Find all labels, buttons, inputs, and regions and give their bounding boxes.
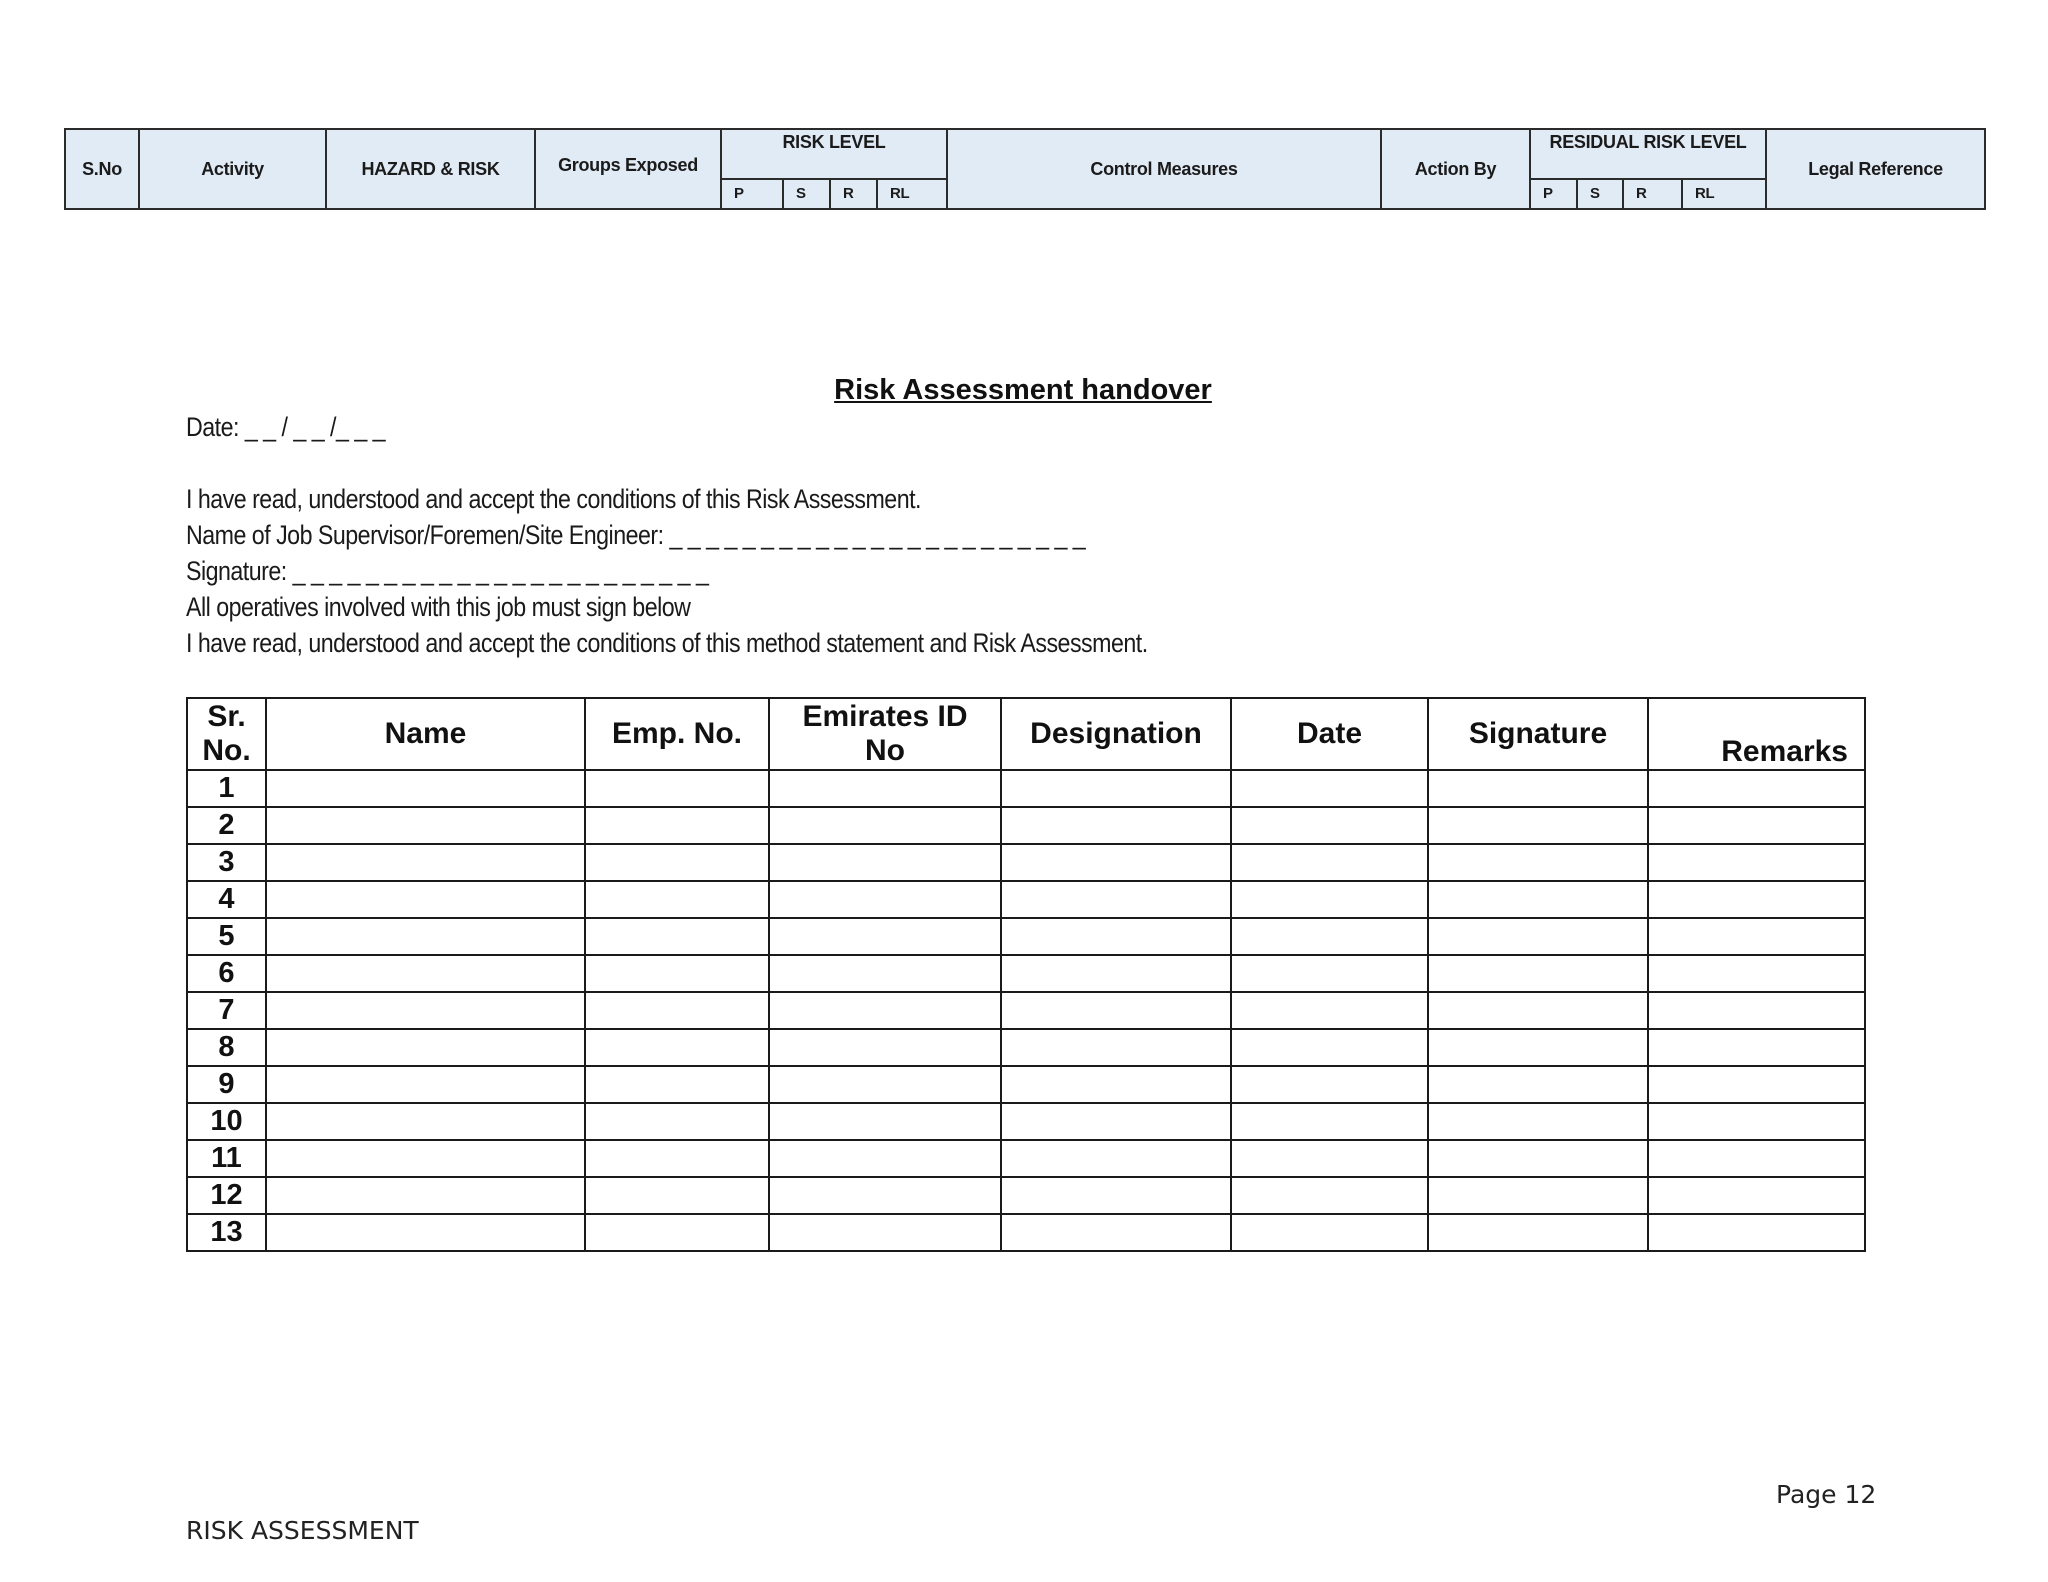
- date-cell[interactable]: [1231, 1140, 1428, 1177]
- signature-cell[interactable]: [1428, 1029, 1648, 1066]
- signature-cell[interactable]: [1428, 955, 1648, 992]
- col-designation: Designation: [1001, 698, 1231, 770]
- signature-cell[interactable]: [1428, 807, 1648, 844]
- emirates-id-cell[interactable]: [769, 807, 1001, 844]
- date-cell[interactable]: [1231, 1103, 1428, 1140]
- remarks-cell[interactable]: [1648, 1140, 1865, 1177]
- designation-cell[interactable]: [1001, 844, 1231, 881]
- row-number: 4: [187, 881, 266, 918]
- name-cell[interactable]: [266, 918, 585, 955]
- header-hazard-risk: HAZARD & RISK: [327, 130, 536, 208]
- risk-level-p: P: [722, 178, 784, 208]
- name-cell[interactable]: [266, 881, 585, 918]
- header-residual-risk-level: [1531, 130, 1767, 208]
- name-cell[interactable]: [266, 1177, 585, 1214]
- emirates-id-cell[interactable]: [769, 992, 1001, 1029]
- designation-cell[interactable]: [1001, 1177, 1231, 1214]
- table-row: [187, 1177, 1865, 1214]
- name-cell[interactable]: [266, 1029, 585, 1066]
- emirates-id-cell[interactable]: [769, 918, 1001, 955]
- emp-no-cell[interactable]: [585, 1214, 769, 1251]
- signature-cell[interactable]: [1428, 1214, 1648, 1251]
- date-cell[interactable]: [1231, 1029, 1428, 1066]
- risk-level-rl: RL: [890, 184, 910, 202]
- emp-no-cell[interactable]: [585, 918, 769, 955]
- residual-rl: RL: [1695, 184, 1715, 202]
- designation-cell[interactable]: [1001, 992, 1231, 1029]
- designation-cell[interactable]: [1001, 770, 1231, 807]
- row-number: 2: [187, 807, 266, 844]
- emirates-id-cell[interactable]: [769, 1177, 1001, 1214]
- name-cell[interactable]: [266, 1066, 585, 1103]
- emp-no-cell[interactable]: [585, 1140, 769, 1177]
- remarks-cell[interactable]: [1648, 844, 1865, 881]
- signature-cell[interactable]: [1428, 1066, 1648, 1103]
- residual-r: R: [1624, 178, 1683, 208]
- emp-no-cell[interactable]: [585, 881, 769, 918]
- name-cell[interactable]: [266, 1214, 585, 1251]
- table-row: [187, 1066, 1865, 1103]
- row-number: 9: [187, 1066, 266, 1103]
- residual-risk-level-label: RESIDUAL RISK LEVEL: [1531, 130, 1765, 180]
- signature-cell[interactable]: [1428, 1140, 1648, 1177]
- name-cell[interactable]: [266, 807, 585, 844]
- name-cell[interactable]: [266, 955, 585, 992]
- table-header-row: [187, 698, 1865, 770]
- signature-cell[interactable]: [1428, 992, 1648, 1029]
- date-cell[interactable]: [1231, 881, 1428, 918]
- row-number: 8: [187, 1029, 266, 1066]
- emp-no-cell[interactable]: [585, 844, 769, 881]
- emirates-id-cell[interactable]: [769, 955, 1001, 992]
- remarks-cell[interactable]: [1648, 955, 1865, 992]
- signature-cell[interactable]: [1428, 770, 1648, 807]
- emp-no-cell[interactable]: [585, 955, 769, 992]
- risk-level-r: R: [831, 178, 878, 208]
- emp-no-cell[interactable]: [585, 770, 769, 807]
- date-cell[interactable]: [1231, 955, 1428, 992]
- header-control-measures: Control Measures: [948, 130, 1382, 208]
- emirates-id-cell[interactable]: [769, 1103, 1001, 1140]
- row-number: 1: [187, 770, 266, 807]
- designation-cell[interactable]: [1001, 1066, 1231, 1103]
- signature-line: Signature: _ _ _ _ _ _ _ _ _ _ _ _ _ _ _ _ _ _ _ _ _ _ _: [186, 556, 709, 586]
- page-number: Page 12: [1776, 1480, 1877, 1509]
- row-number: 10: [187, 1103, 266, 1140]
- emirates-id-cell[interactable]: [769, 770, 1001, 807]
- col-emp-no: Emp. No.: [585, 698, 769, 770]
- remarks-cell[interactable]: [1648, 1177, 1865, 1214]
- remarks-cell[interactable]: [1648, 770, 1865, 807]
- designation-cell[interactable]: [1001, 1140, 1231, 1177]
- date-cell[interactable]: [1231, 807, 1428, 844]
- col-sr-no: Sr. No.: [187, 698, 266, 770]
- risk-assessment-header-table: [64, 128, 1986, 210]
- table-row: [187, 807, 1865, 844]
- date-cell[interactable]: [1231, 770, 1428, 807]
- emirates-id-cell[interactable]: [769, 1029, 1001, 1066]
- designation-cell[interactable]: [1001, 881, 1231, 918]
- handover-title: Risk Assessment handover: [834, 374, 1212, 406]
- table-row: [187, 881, 1865, 918]
- designation-cell[interactable]: [1001, 918, 1231, 955]
- header-groups-exposed: Groups Exposed: [536, 130, 722, 208]
- residual-s: S: [1578, 178, 1624, 208]
- designation-cell[interactable]: [1001, 1103, 1231, 1140]
- remarks-cell[interactable]: [1648, 1103, 1865, 1140]
- row-number: 3: [187, 844, 266, 881]
- table-row: [187, 992, 1865, 1029]
- residual-p: P: [1531, 178, 1578, 208]
- name-cell[interactable]: [266, 1140, 585, 1177]
- accept-conditions-line: I have read, understood and accept the conditions of this Risk Assessment.: [186, 484, 921, 514]
- date-cell[interactable]: [1231, 1177, 1428, 1214]
- emp-no-cell[interactable]: [585, 1029, 769, 1066]
- name-cell[interactable]: [266, 770, 585, 807]
- emp-no-cell[interactable]: [585, 992, 769, 1029]
- row-number: 5: [187, 918, 266, 955]
- table-row: [187, 918, 1865, 955]
- risk-level-label: RISK LEVEL: [722, 130, 946, 180]
- emirates-id-cell[interactable]: [769, 1066, 1001, 1103]
- table-row: [187, 1214, 1865, 1251]
- date-cell[interactable]: [1231, 1214, 1428, 1251]
- col-date: Date: [1231, 698, 1428, 770]
- row-number: 12: [187, 1177, 266, 1214]
- remarks-cell[interactable]: [1648, 1029, 1865, 1066]
- row-number: 11: [187, 1140, 266, 1177]
- col-signature: Signature: [1428, 698, 1648, 770]
- signature-cell[interactable]: [1428, 918, 1648, 955]
- header-risk-level: [722, 130, 948, 208]
- header-legal-reference: Legal Reference: [1808, 158, 1943, 179]
- method-statement-accept-line: I have read, understood and accept the conditions of this method statement and Risk Assessment.: [186, 628, 1148, 658]
- signature-cell[interactable]: [1428, 881, 1648, 918]
- date-cell[interactable]: [1231, 918, 1428, 955]
- risk-level-s: S: [784, 178, 831, 208]
- remarks-cell[interactable]: [1648, 992, 1865, 1029]
- header-activity: Activity: [140, 130, 327, 208]
- emp-no-cell[interactable]: [585, 807, 769, 844]
- name-cell[interactable]: [266, 844, 585, 881]
- date-line: Date: _ _ / _ _ /_ _ _: [186, 412, 386, 442]
- col-name: Name: [266, 698, 585, 770]
- signature-cell[interactable]: [1428, 1103, 1648, 1140]
- operatives-signature-table: [186, 697, 1866, 1252]
- name-cell[interactable]: [266, 992, 585, 1029]
- col-remarks: Remarks: [1648, 698, 1865, 770]
- remarks-cell[interactable]: [1648, 1066, 1865, 1103]
- table-row: [187, 955, 1865, 992]
- remarks-cell[interactable]: [1648, 918, 1865, 955]
- designation-cell[interactable]: [1001, 955, 1231, 992]
- table-row: [187, 770, 1865, 807]
- date-cell[interactable]: [1231, 1066, 1428, 1103]
- table-row: [187, 1140, 1865, 1177]
- table-row: [187, 1103, 1865, 1140]
- emp-no-cell[interactable]: [585, 1103, 769, 1140]
- header-sno: S.No: [66, 130, 140, 208]
- emirates-id-cell[interactable]: [769, 844, 1001, 881]
- remarks-cell[interactable]: [1648, 807, 1865, 844]
- header-action-by: Action By: [1382, 130, 1531, 208]
- signature-cell[interactable]: [1428, 844, 1648, 881]
- row-number: 13: [187, 1214, 266, 1251]
- row-number: 6: [187, 955, 266, 992]
- signature-cell[interactable]: [1428, 1177, 1648, 1214]
- table-row: [187, 844, 1865, 881]
- date-cell[interactable]: [1231, 992, 1428, 1029]
- emp-no-cell[interactable]: [585, 1177, 769, 1214]
- designation-cell[interactable]: [1001, 1214, 1231, 1251]
- row-number: 7: [187, 992, 266, 1029]
- emirates-id-cell[interactable]: [769, 881, 1001, 918]
- operatives-instruction: All operatives involved with this job must sign below: [186, 592, 691, 622]
- supervisor-name-line: Name of Job Supervisor/Foremen/Site Engineer: _ _ _ _ _ _ _ _ _ _ _ _ _ _ _ _ _ _ _ _ _ _ _: [186, 520, 1086, 550]
- date-cell[interactable]: [1231, 844, 1428, 881]
- emirates-id-cell[interactable]: [769, 1214, 1001, 1251]
- footer-doc-title: RISK ASSESSMENT: [186, 1516, 419, 1545]
- col-emirates-id: Emirates ID No: [769, 698, 1001, 770]
- remarks-cell[interactable]: [1648, 881, 1865, 918]
- table-row: [187, 1029, 1865, 1066]
- designation-cell[interactable]: [1001, 807, 1231, 844]
- name-cell[interactable]: [266, 1103, 585, 1140]
- emp-no-cell[interactable]: [585, 1066, 769, 1103]
- designation-cell[interactable]: [1001, 1029, 1231, 1066]
- remarks-cell[interactable]: [1648, 1214, 1865, 1251]
- emirates-id-cell[interactable]: [769, 1140, 1001, 1177]
